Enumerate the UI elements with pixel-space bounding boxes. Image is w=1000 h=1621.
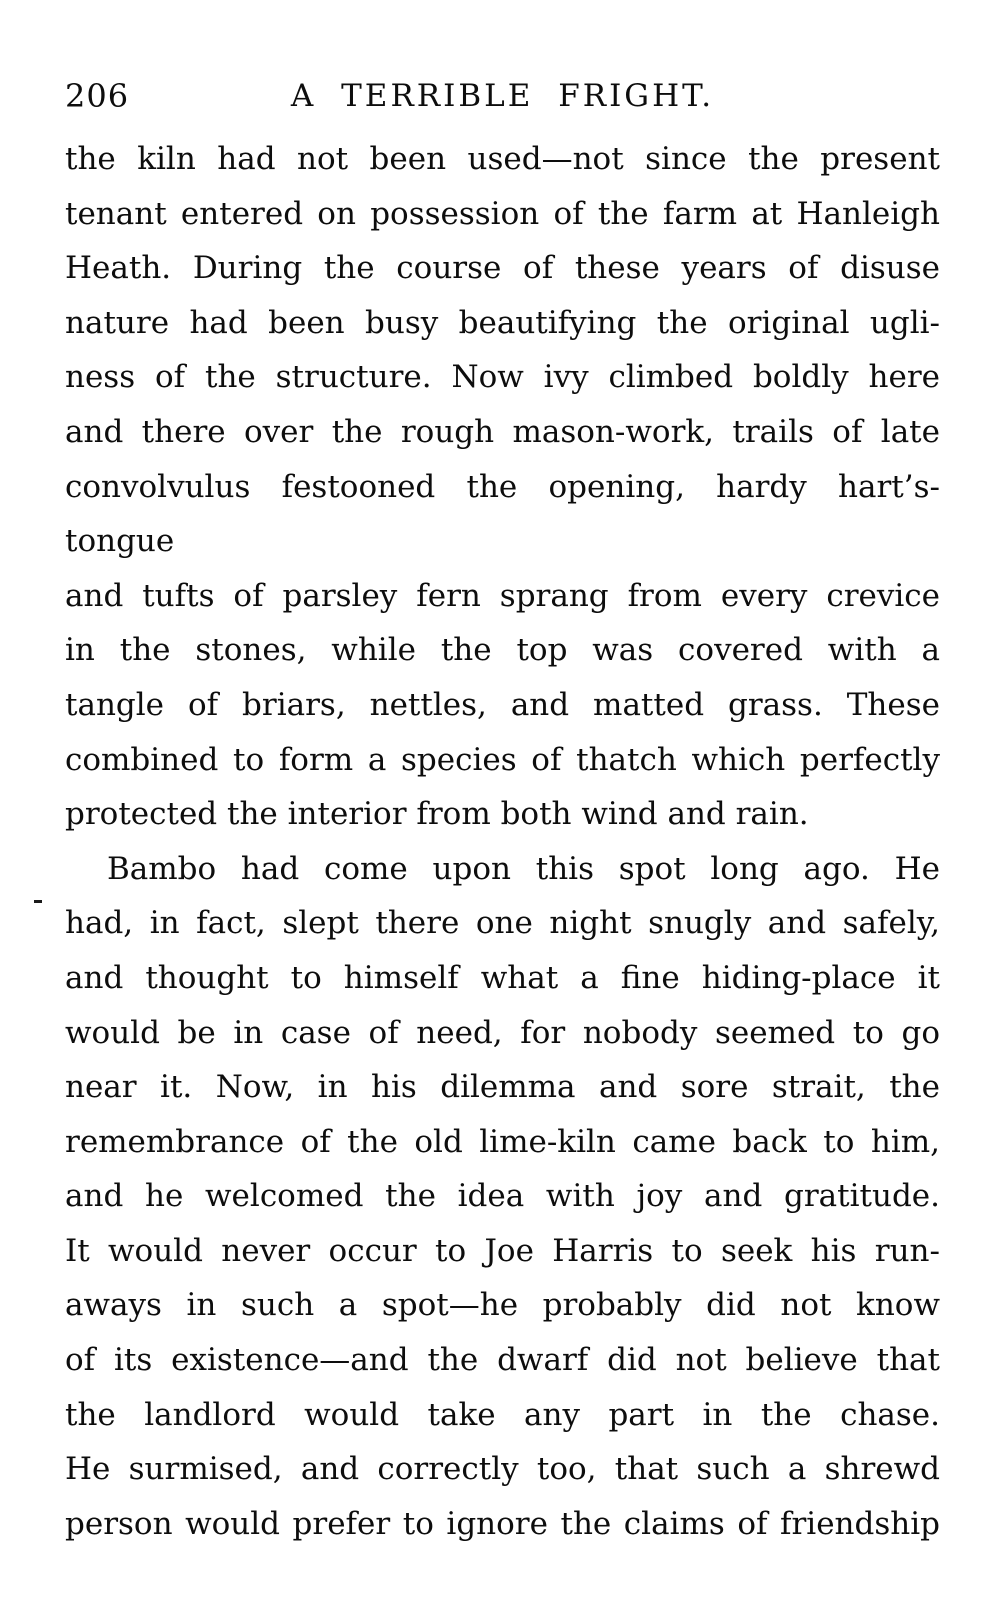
text-line: and there over the rough mason-work, trails of late — [65, 413, 940, 450]
text-line: nature had been busy beautifying the original ugli- — [65, 304, 940, 341]
margin-ink-artifact — [34, 900, 42, 903]
text-line: It would never occur to Joe Harris to seek his run- — [65, 1232, 940, 1269]
paragraph — [65, 132, 940, 842]
text-line: and thought to himself what a fine hiding-place it — [65, 959, 940, 996]
text-line: and tufts of parsley fern sprang from every crevice — [65, 577, 940, 614]
page-header — [65, 78, 940, 118]
text-line: convolvulus festooned the opening, hardy hart’s-tongue — [65, 468, 940, 560]
body-text — [65, 132, 940, 1551]
text-line: tenant entered on possession of the farm at Hanleigh — [65, 195, 940, 232]
text-line: remembrance of the old lime-kiln came back to him, — [65, 1123, 940, 1160]
text-line: person would prefer to ignore the claims of friendship — [65, 1505, 940, 1542]
text-line: the landlord would take any part in the chase. — [65, 1396, 940, 1433]
text-line: combined to form a species of thatch which perfectly — [65, 741, 940, 778]
text-line: Bambo had come upon this spot long ago. He — [107, 850, 940, 887]
text-line: in the stones, while the top was covered with a — [65, 632, 940, 669]
text-line: the kiln had not been used—not since the present — [65, 141, 940, 177]
paragraph — [65, 842, 940, 1552]
text-line: ness of the structure. Now ivy climbed boldly here — [65, 359, 940, 396]
text-line: Heath. During the course of these years of disuse — [65, 250, 940, 287]
running-title: A TERRIBLE FRIGHT. — [290, 78, 715, 114]
text-line: aways in such a spot—he probably did not know — [65, 1287, 940, 1324]
text-line: near it. Now, in his dilemma and sore strait, the — [65, 1069, 940, 1106]
text-line: of its existence—and the dwarf did not believe that — [65, 1342, 940, 1379]
text-line: He surmised, and correctly too, that such a shrewd — [65, 1451, 940, 1488]
text-line: protected the interior from both wind and rain. — [65, 796, 809, 833]
text-line: tangle of briars, nettles, and matted grass. These — [65, 686, 940, 723]
text-line: had, in fact, slept there one night snugly and safely, — [65, 905, 940, 942]
text-line: and he welcomed the idea with joy and gratitude. — [65, 1178, 940, 1215]
text-line: would be in case of need, for nobody seemed to go — [65, 1014, 940, 1051]
page-number: 206 — [65, 77, 130, 115]
